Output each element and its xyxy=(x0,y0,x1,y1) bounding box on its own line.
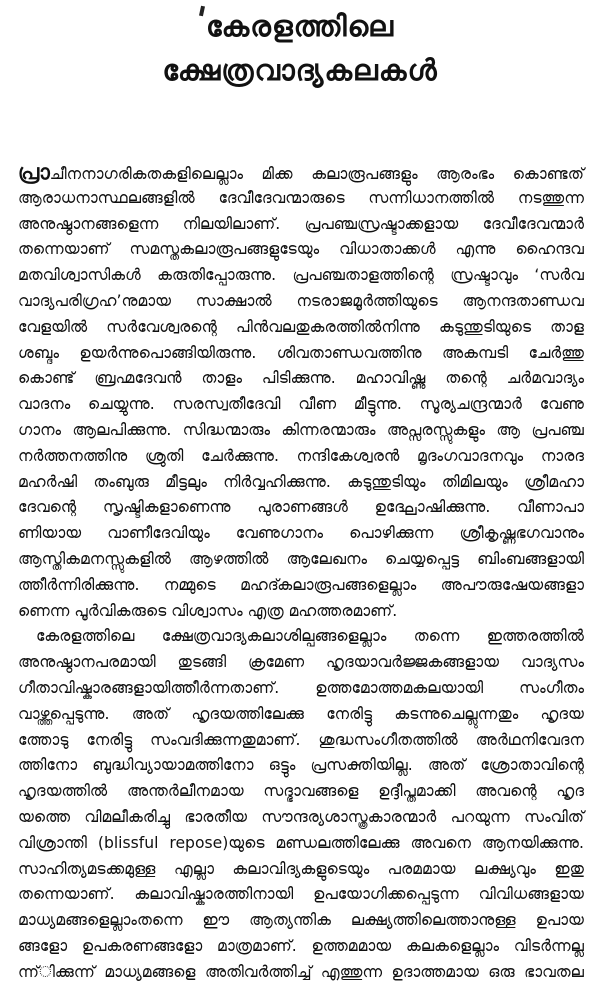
text-line: ണിയായ വാണീദേവിയും വേണുഗാനം പൊഴിക്കുന്ന ശ്രീകൃഷ്ണഭഗവാനും xyxy=(18,524,584,543)
chapter-title-line-1: കേരളത്തിലെ xyxy=(206,9,394,43)
text-line: ന്ന്ിക്കുന്ന് മാധ്യമങ്ങളെ അതിവർത്തിച്ച് എത്തുന്ന ഉദാത്തമായ ഒരു ഭാവതല xyxy=(18,962,584,981)
text-line: വേളയിൽ സർവേശ്വരന്റെ പിൻവലതുകരത്തിൽനിന്നു കടുന്തുടിയുടെ താള xyxy=(18,317,584,336)
text-line: അനുഷ്ഠാനങ്ങളെന്ന നിലയിലാണ്. പ്രപഞ്ചസ്രഷ്ടാക്കളായ ദേവീദേവന്മാർ xyxy=(18,214,584,233)
text-line: മാധ്യമങ്ങളെല്ലാംതന്നെ ഈ ആത്യന്തിക ലക്ഷ്യത്തിലെത്താനുള്ള ഉപായ xyxy=(18,911,584,930)
text-line: തന്നെയാണ് സമസ്തകലാരൂപങ്ങളുടേയും വിധാതാക്കൾ എന്നു ഹൈന്ദവ xyxy=(18,240,584,259)
text-line-content: ചീനനാഗരികതകളിലെല്ലാം മിക്ക കലാരൂപങ്ങളും ആരംഭം കൊണ്ടത് xyxy=(49,165,584,183)
text-line: ങ്ങളോ ഉപകരണങ്ങളോ മാത്രമാണ്. ഉത്തമമായ കലകളെല്ലാം വിടർന്നല്ല xyxy=(18,936,584,955)
drop-cap: പ്രാ xyxy=(18,160,50,184)
text-line: വിശ്രാന്തി (blissful repose)യുടെ മണ്ഡലത്തിലേക്കു അവനെ ആനയിക്കുന്നു. xyxy=(18,833,584,852)
text-line: വാഴ്ത്തപ്പെടുന്നു. അത് ഹൃദയത്തിലേക്കു നേരിട്ടു കടന്നുചെല്ലുന്നതും ഹൃദയ xyxy=(18,704,584,723)
text-line: ആസ്തികമനസ്സുകളിൽ ആഴത്തിൽ ആലേഖനം ചെയ്യപ്പെട്ട ബിംബങ്ങളായി xyxy=(18,549,584,568)
text-line: വാദനം ചെയ്യുന്നു. സരസ്വതീദേവി വീണ മീട്ടുന്നു. സൂര്യചന്ദ്രന്മാർ വേണു xyxy=(18,395,584,414)
text-line: മതവിശ്വാസികൾ കരുതിപ്പോരുന്നു. പ്രപഞ്ചതാളത്തിന്റെ സ്രഷ്ടാവും ‘സർവ xyxy=(18,266,584,285)
text-line: ശബ്ദം ഉയർന്നുപൊങ്ങിയിരുന്നു. ശിവതാണ്ഡവത്തിനു അകമ്പടി ചേർത്തു xyxy=(18,343,584,362)
body-text xyxy=(18,160,584,986)
text-line: തന്നെയാണ്. കലാവിഷ്കാരത്തിനായി ഉപയോഗിക്കപ്പെടുന്ന വിവിധങ്ങളായ xyxy=(18,885,584,904)
text-line: അനുഷ്ഠാനപരമായി തുടങ്ങി ക്രമേണ ഹൃദയാവർജ്ജകങ്ങളായ വാദ്യസം xyxy=(18,653,584,672)
text-line: നർത്തനത്തിനു ശ്രുതി ചേർക്കുന്നു. നന്ദികേശ്വരൻ മൃദംഗവാദനവും നാരദ xyxy=(18,446,584,465)
text-line: ണെന്ന പൂർവികരുടെ വിശ്വാസം എത്ര മഹത്തരമാണ്. xyxy=(18,601,398,620)
text-line: ദേവന്റെ സൃഷ്ടികളാണെന്നു പുരാണങ്ങൾ ഉദ്ഘോഷിക്കുന്നു. വീണാപാ xyxy=(18,498,584,517)
text-line: ഹൃദയത്തിൽ അന്തർലീനമായ സദ്ഭാവങ്ങളെ ഉദ്ദീപ്തമാക്കി അവന്റെ ഹൃദ xyxy=(18,782,584,801)
text-line xyxy=(18,160,584,186)
text-line: കൊണ്ട് ബ്രഹ്മദേവൻ താളം പിടിക്കുന്നു. മഹാവിഷ്ണു തന്റെ ചർമവാദ്യം xyxy=(18,369,584,388)
text-line: ഗീതാവിഷ്കാരങ്ങളായിത്തീർന്നതാണ്. ഉത്തമോത്തമകലയായി സംഗീതം xyxy=(18,678,584,697)
chapter-title-line-2: ക്ഷേത്രവാദ്യകലകൾ xyxy=(162,53,438,87)
text-line: ആരാധനാസ്ഥലങ്ങളിൽ ദേവീദേവന്മാരുടെ സന്നിധാനത്തിൽ നടത്തുന്ന xyxy=(18,188,584,207)
text-line: ഗാനം ആലപിക്കുന്നു. സിദ്ധന്മാരും കിന്നരന്മാരും അപ്സരസ്സുകളും ആ പ്രപഞ്ച xyxy=(18,420,584,439)
text-line: ത്തീർന്നിരിക്കുന്നു. നമ്മുടെ മഹദ്കലാരൂപങ്ങളെല്ലാം അപൗരുഷേയങ്ങളാ xyxy=(18,575,584,594)
text-line: ത്തോടു നേരിട്ടു സംവദിക്കുന്നതുമാണ്. ശുദ്ധസംഗീതത്തിൽ അർഥനിവേദന xyxy=(18,730,584,749)
text-line: സാഹിത്യമടക്കമുള്ള എല്ലാ കലാവിദ്യകളുടെയും പരമമായ ലക്ഷ്യവും ഇതു xyxy=(18,859,584,878)
chapter-title xyxy=(0,4,600,92)
text-line: യത്തെ വിമലീകരിച്ചു ഭാരതീയ സൗന്ദര്യശാസ്ത്രകാരന്മാർ പറയുന്ന സംവിത് xyxy=(18,807,584,826)
text-line: വാദ്യപരിഗ്രഹ’നുമായ സാക്ഷാൽ നടരാജമൂർത്തിയുടെ ആനന്ദതാണ്ഡവ xyxy=(18,291,584,310)
text-line: കേരളത്തിലെ ക്ഷേത്രവാദ്യകലാശില്പങ്ങളെല്ലാം തന്നെ ഇത്തരത്തിൽ xyxy=(36,627,584,646)
text-line: മഹർഷി തംബുരു മീട്ടലും നിർവ്വഹിക്കുന്നു. കടുന്തുടിയും തിമിലയും ശ്രീമഹാ xyxy=(18,472,584,491)
text-line: ത്തിനോ ബുദ്ധിവ്യായാമത്തിനോ ഒട്ടും പ്രസക്തിയില്ല. അത് ശ്രോതാവിന്റെ xyxy=(18,756,584,775)
